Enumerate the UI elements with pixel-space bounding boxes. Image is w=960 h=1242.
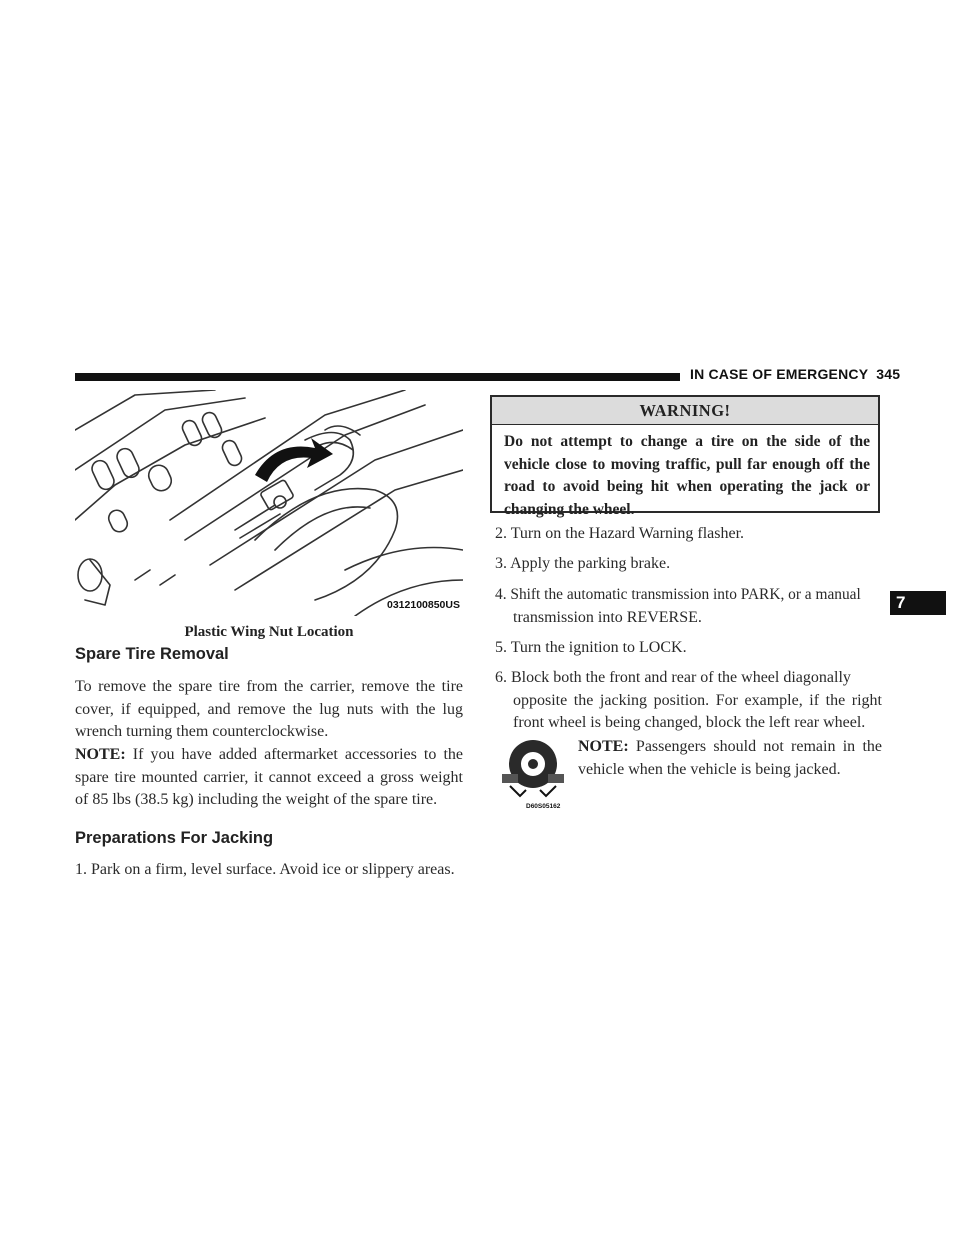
- step-4-line2: transmission into REVERSE.: [513, 608, 702, 626]
- wing-nut-illustration: [75, 390, 463, 616]
- header-rule: [75, 373, 680, 381]
- warning-title: WARNING!: [492, 397, 878, 425]
- section-heading-spare-tire-removal: Spare Tire Removal: [75, 645, 229, 663]
- step-4-line1: 4. Shift the automatic transmission into PARK, or a manual: [495, 586, 861, 603]
- page-number: 345: [876, 366, 901, 382]
- figure-code: 0312100850US: [387, 599, 460, 611]
- warning-box: [490, 395, 880, 518]
- note-label: NOTE:: [75, 746, 126, 763]
- note-text: If you have added aftermarket accessories to the spare tire mounted carrier, it cannot exceed a gross weight of 85 lbs (38.5 kg) including the weight of the spare tire.: [75, 746, 463, 808]
- warning-text: Do not attempt to change a tire on the side of the vehicle close to moving traffic, pull far enough off the road to avoid being hit when operating the jack or changing the wheel.: [504, 433, 870, 518]
- step-5: 5. Turn the ignition to LOCK.: [495, 639, 687, 656]
- section-heading-preparations: Preparations For Jacking: [75, 829, 274, 847]
- note-label-right: NOTE:: [578, 738, 629, 755]
- step-3: 3. Apply the parking brake.: [495, 555, 671, 572]
- step-4: [495, 584, 882, 629]
- note-text-right: Passengers should not remain in the vehicle when the vehicle is being jacked.: [578, 738, 882, 778]
- step-2: 2. Turn on the Hazard Warning flasher.: [495, 525, 745, 542]
- running-header: [690, 366, 900, 382]
- spare-tire-removal-paragraph: To remove the spare tire from the carrier, remove the tire cover, if equipped, and remove the lug nuts with the lug wrench turning them counterclockwise.: [75, 678, 463, 740]
- small-figure-code: D60S05162: [526, 803, 561, 810]
- section-title: IN CASE OF EMERGENCY: [690, 366, 869, 382]
- spare-tire-note: [75, 744, 463, 812]
- figure-caption: Plastic Wing Nut Location: [184, 624, 354, 640]
- chapter-tab: 7: [890, 591, 946, 615]
- step-6-continuation: opposite the jacking position. For example, if the right front wheel is being changed, block the left rear wheel.: [513, 691, 882, 731]
- step-1: 1. Park on a firm, level surface. Avoid ice or slippery areas.: [75, 861, 455, 878]
- step-6-line1: 6. Block both the front and rear of the wheel diagonally: [495, 669, 851, 686]
- wing-nut-drawing: [75, 390, 463, 616]
- step-6: [495, 667, 882, 735]
- jacking-wheel-icon: [496, 734, 570, 810]
- passenger-note: [578, 736, 882, 781]
- wheel-drawing: [496, 734, 570, 810]
